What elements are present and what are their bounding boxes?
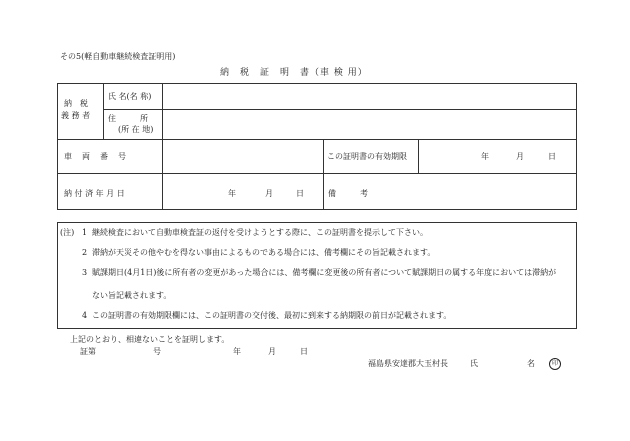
address-value-field[interactable] — [164, 112, 574, 137]
address-label: 住 所 — [108, 114, 148, 123]
certification-statement: 上記のとおり、相違ないことを証明します。 — [70, 335, 230, 344]
row-divider-name — [103, 109, 577, 110]
remarks-label: 備 考 — [328, 189, 368, 198]
seal-icon: 印 — [549, 358, 561, 370]
taxpayer-label-line1: 納 税 — [64, 99, 88, 108]
note-number: 4 — [82, 311, 88, 320]
paid-day: 日 — [296, 189, 304, 198]
validity-month: 月 — [516, 152, 524, 161]
row-divider-vehicle — [58, 173, 577, 174]
issuer-title-2: 名 — [527, 359, 535, 368]
col-divider-label — [162, 84, 163, 210]
form-label: その5(軽自動車継続検査証明用) — [60, 52, 176, 61]
note-text: ない旨記載されます。 — [92, 291, 172, 300]
cert-date-month: 月 — [268, 347, 276, 356]
col-divider-taxpayer — [103, 84, 104, 139]
note-text: 継続検査において自動車検査証の返付を受けようとする際に、この証明書を提示して下さい。 — [92, 228, 428, 237]
name-value-field[interactable] — [164, 86, 574, 107]
cert-number-suffix: 号 — [153, 347, 161, 356]
cert-label: 証第 — [80, 347, 96, 356]
col-divider-mid — [323, 139, 324, 210]
cert-date-year: 年 — [233, 347, 241, 356]
vehicle-number-field[interactable] — [164, 142, 321, 171]
remarks-field[interactable] — [388, 176, 574, 208]
row-divider-address — [58, 139, 577, 140]
issuer-name: 福島県安達郡大玉村長 — [368, 359, 448, 368]
document-title: 納 税 証 明 書（車 検 用） — [220, 68, 368, 78]
validity-day: 日 — [548, 152, 556, 161]
note-number: 1 — [82, 228, 88, 237]
paid-date-label: 納 付 済 年 月 日 — [64, 189, 125, 198]
note-number: 2 — [82, 248, 88, 257]
note-number: 3 — [82, 268, 88, 277]
paid-year: 年 — [228, 189, 236, 198]
note-text: 賦課期日(4月1日)後に所有者の変更があった場合には、備考欄に変更後の所有者について賦課期日の属する年度においては滞納が — [92, 268, 557, 277]
cert-number-field[interactable] — [96, 346, 148, 357]
note-text: この証明書の有効期限欄には、この証明書の交付後、最初に到来する納期限の前日が記載されます。 — [92, 311, 452, 320]
cert-date-day: 日 — [300, 347, 308, 356]
vehicle-number-label: 車 両 番 号 — [64, 152, 127, 161]
validity-label: この証明書の有効期限 — [327, 152, 407, 161]
note-text: 滞納が天災その他やむを得ない事由によるものである場合には、備考欄にその旨記載されます。 — [92, 248, 436, 257]
issuer-title-1: 氏 — [470, 359, 478, 368]
paid-month: 月 — [265, 189, 273, 198]
name-label: 氏 名(名 称) — [108, 92, 152, 101]
certificate-table — [57, 83, 577, 210]
address-sublabel: (所 在 地) — [118, 125, 154, 134]
col-divider-validity — [418, 139, 419, 173]
taxpayer-label-line2: 義 務 者 — [61, 111, 91, 120]
notes-prefix: (注) — [60, 228, 75, 237]
validity-year: 年 — [481, 152, 489, 161]
